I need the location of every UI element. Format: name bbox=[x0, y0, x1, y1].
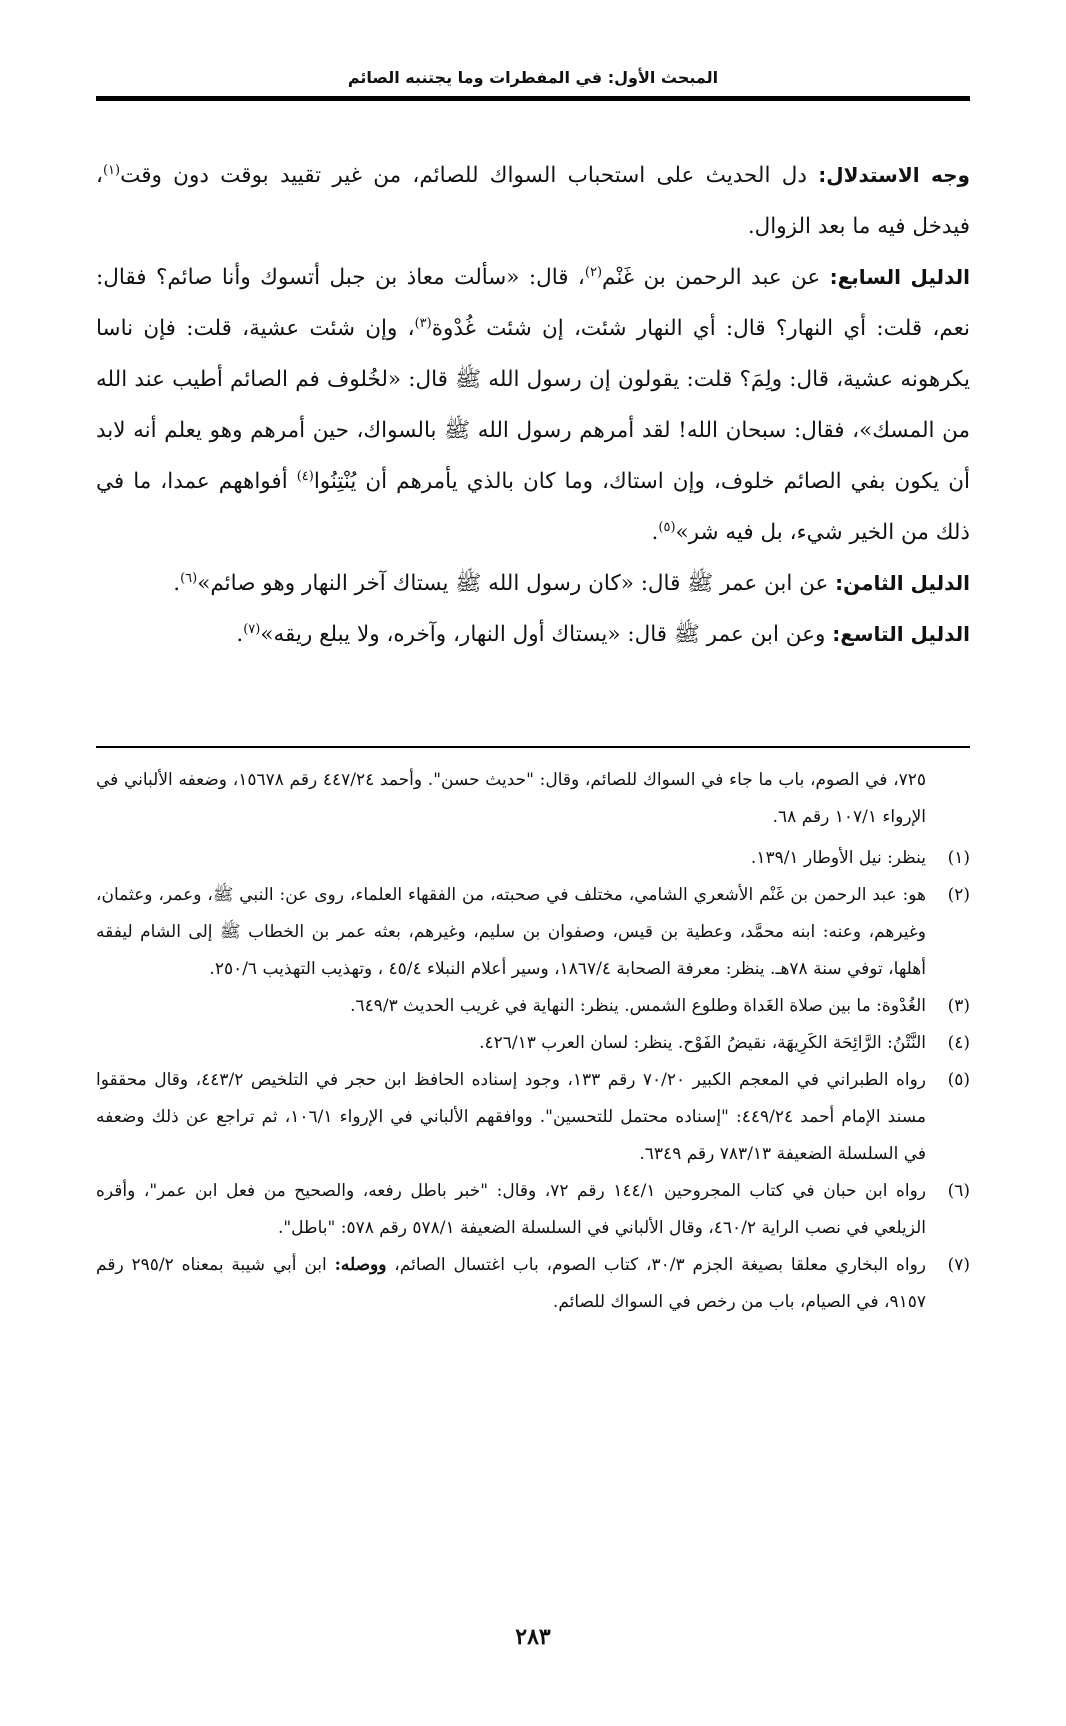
footnote-rule bbox=[96, 746, 970, 748]
footnote-number: (٦) bbox=[947, 1181, 970, 1201]
footnotes bbox=[96, 762, 970, 1321]
footnote-text: هو: عبد الرحمن بن غَنْم الأشعري الشامي، مختلف في صحبته، من الفقهاء العلماء، روى عن: النبي ﷺ، وعمر، وعثمان، وغيرهم، وعنه: ابنه محمَّد، وعطية بن قيس، وصفوان بن سليم، وغيرهم، بعثه عمر بن الخطاب ﷺ إلى الشام ليفقه أهلها، توفي سنة ٧٨هـ. ينظر: معرفة الصحابة ١٨٦٧/٤، وسير أعلام النبلاء ٤٥/٤ ، وتهذيب التهذيب ٢٥٠/٦. bbox=[96, 885, 926, 979]
paragraph-lead: الدليل السابع: bbox=[829, 265, 970, 289]
footnote-item bbox=[96, 1062, 970, 1173]
footnote-text: الغُدْوة: ما بين صلاة الغَداة وطلوع الشمس. ينظر: النهاية في غريب الحديث ٦٤٩/٣. bbox=[350, 996, 926, 1016]
footnote-text: رواه الطبراني في المعجم الكبير ٧٠/٢٠ رقم ١٣٣، وجود إسناده الحافظ ابن حجر في التلخيص ٤٤٣/٢، وقال محققوا مسند الإمام أحمد ٤٤٩/٢٤: "إسناده محتمل للتحسين". ووافقهم الألباني في الإرواء ١٠٦/١، ثم تراجع عن ذلك وضعفه في السلسلة الضعيفة ٧٨٣/١٣ رقم ٦٣٤٩. bbox=[96, 1070, 926, 1164]
footnote-number: (٥) bbox=[947, 1070, 970, 1090]
footnote-item bbox=[96, 1173, 970, 1247]
footnote-item bbox=[96, 988, 970, 1025]
footnote-ref[interactable]: (٧) bbox=[243, 621, 261, 637]
paragraph-lead: وجه الاستدلال: bbox=[818, 163, 970, 187]
footnote-ref[interactable]: (١) bbox=[102, 162, 121, 178]
footnote-text: ينظر: نيل الأوطار ١٣٩/١. bbox=[750, 848, 926, 868]
paragraph-dalil-9 bbox=[96, 609, 970, 660]
footnote-text: رواه ابن حبان في كتاب المجروحين ١٤٤/١ رقم ٧٢، وقال: "خبر باطل رفعه، والصحيح من فعل ابن عمر"، وأقره الزيلعي في نصب الراية ٤٦٠/٢، وقال الألباني في السلسلة الضعيفة ٥٧٨/١ رقم ٥٧٨: "باطل". bbox=[96, 1181, 926, 1238]
footnote-text-part: رواه البخاري معلقا بصيغة الجزم ٣٠/٣، كتاب الصوم، باب اغتسال الصائم، bbox=[386, 1255, 927, 1275]
footnote-item bbox=[96, 840, 970, 877]
paragraph-text: ، قال: «سألت معاذ بن جبل أتسوك وأنا صائم؟ فقال: نعم، قلت: أي النهار؟ قال: أي النهار شئت، إن شئت غُدْوة bbox=[96, 265, 970, 341]
running-header: المبحث الأول: في المفطرات وما يجتنبه الصائم bbox=[347, 68, 719, 87]
footnote-number: (٣) bbox=[947, 996, 970, 1016]
footnote-ref[interactable]: (٦) bbox=[180, 570, 198, 586]
paragraph-text: . bbox=[236, 622, 244, 647]
header-rule bbox=[96, 96, 970, 101]
paragraph-istidlal bbox=[96, 150, 970, 252]
footnote-text-part: ابن أبي شيبة بمعناه ٢٩٥/٢ رقم ٩١٥٧، في الصيام، باب من رخص في السواك للصائم. bbox=[96, 1255, 926, 1312]
paragraph-text: . bbox=[173, 571, 181, 596]
paragraph-text: ، فيدخل فيه ما بعد الزوال. bbox=[96, 163, 970, 239]
footnote-text bbox=[96, 1247, 926, 1321]
footnote-text: النَّتْنُ: الرَّائِحَة الكَرِيهَة، نقيضُ الفَوْح. ينظر: لسان العرب ٤٢٦/١٣. bbox=[479, 1033, 926, 1053]
footnote-number: (٤) bbox=[947, 1033, 970, 1053]
paragraph-text: دل الحديث على استحباب السواك للصائم، من غير تقييد بوقت دون وقت bbox=[120, 163, 819, 188]
paragraph-text: . bbox=[651, 520, 659, 545]
footnote-ref[interactable]: (٢) bbox=[584, 264, 603, 280]
paragraph-lead: الدليل التاسع: bbox=[832, 622, 970, 646]
footnote-ref[interactable]: (٤) bbox=[296, 468, 314, 484]
paragraph-lead: الدليل الثامن: bbox=[835, 571, 970, 595]
page-number: ٢٨٣ bbox=[515, 1624, 551, 1650]
footnote-item bbox=[96, 877, 970, 988]
footnote-number: (٢) bbox=[947, 885, 970, 905]
footnote-item bbox=[96, 1025, 970, 1062]
footnote-item bbox=[96, 1247, 970, 1321]
footnote-ref[interactable]: (٣) bbox=[414, 315, 432, 331]
main-text bbox=[96, 150, 970, 660]
paragraph-text: عن عبد الرحمن بن غَنْم bbox=[602, 265, 830, 290]
footnote-number: (٧) bbox=[947, 1255, 970, 1275]
paragraph-text: وعن ابن عمر ﷺ قال: «يستاك أول النهار، وآخره، ولا يبلع ريقه» bbox=[260, 622, 833, 647]
paragraph-text: عن ابن عمر ﷺ قال: «كان رسول الله ﷺ يستاك آخر النهار وهو صائم» bbox=[197, 571, 836, 596]
footnote-continuation: ٧٢٥، في الصوم، باب ما جاء في السواك للصائم، وقال: "حديث حسن". وأحمد ٤٤٧/٢٤ رقم ١٥٦٧٨، وضعفه الألباني في الإرواء ١٠٧/١ رقم ٦٨. bbox=[96, 770, 926, 827]
paragraph-dalil-7 bbox=[96, 252, 970, 558]
footnote-number: (١) bbox=[947, 848, 970, 868]
footnote-bold-term: ووصله: bbox=[334, 1255, 387, 1275]
paragraph-text: أفواههم عمدا، ما في ذلك من الخير شيء، بل فيه شر» bbox=[96, 469, 970, 545]
paragraph-dalil-8 bbox=[96, 558, 970, 609]
footnote-ref[interactable]: (٥) bbox=[658, 519, 676, 535]
paragraph-text: ، وإن شئت عشية، قلت: فإن ناسا يكرهونه عشية، قال: ولِمَ؟ قلت: يقولون إن رسول الله ﷺ قال: «لخُلوف فم الصائم أطيب عند الله من المسك»، فقال: سبحان الله! لقد أمرهم رسول الله ﷺ بالسواك، حين أمرهم وهو يعلم أنه لابد أن يكون بفي الصائم خلوف، وإن استاك، وما كان بالذي يأمرهم أن يُنْتِنُوا bbox=[96, 316, 970, 494]
